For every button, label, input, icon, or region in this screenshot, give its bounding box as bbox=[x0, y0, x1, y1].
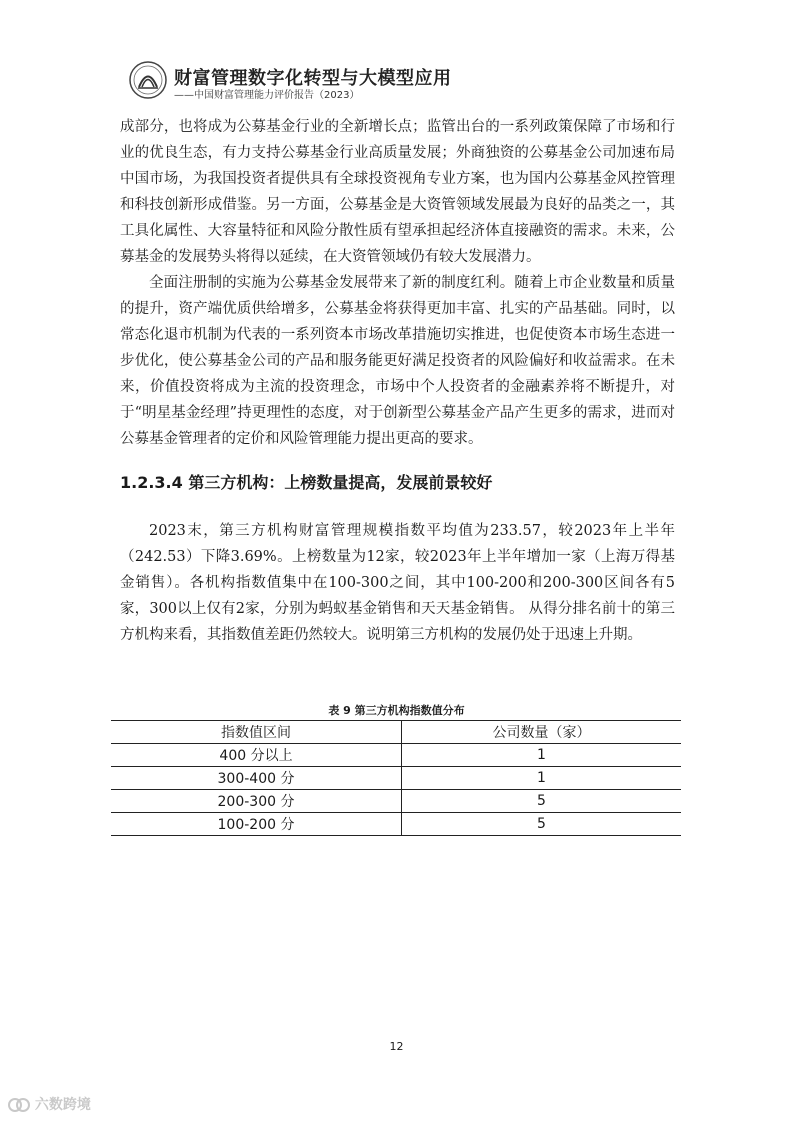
table-row bbox=[111, 767, 681, 790]
watermark-text: 六数跨境 bbox=[34, 1097, 91, 1113]
table-cell-count: 1 bbox=[537, 770, 546, 786]
table-header-cell: 公司数量（家） bbox=[492, 725, 591, 741]
table-header-row bbox=[111, 721, 681, 744]
body-paragraph-3: 2023末，第三方机构财富管理规模指数平均值为233.57，较2023年上半年（242.53）下降3.69%。上榜数量为12家，较2023年上半年增加一家（上海万得基金销售）。各机构指数值集中在100-300之间，其中100-200和200-300区间各有5家，300以上仅有2家，分别为蚂蚁基金销售和天天基金销售。 从得分排名前十的第三方机构来看，其指数值差距仍然较大。说明第三方机构的发展仍处于迅速上升期。 bbox=[120, 523, 675, 643]
table-cell-range: 300-400 分 bbox=[111, 767, 402, 790]
table-row bbox=[111, 744, 681, 767]
header-subtitle: ——中国财富管理能力评价报告（2023） bbox=[174, 90, 360, 101]
header-title: 财富管理数字化转型与大模型应用 bbox=[174, 68, 452, 89]
watermark-logo-icon bbox=[8, 1096, 30, 1114]
table-cell-range: 100-200 分 bbox=[111, 813, 402, 836]
table-cell-count: 5 bbox=[537, 816, 546, 832]
table-cell-count: 1 bbox=[537, 747, 546, 763]
index-distribution-table bbox=[111, 720, 681, 836]
section-heading: 1.2.3.4 第三方机构：上榜数量提高，发展前景较好 bbox=[120, 473, 493, 492]
table-caption: 表 9 第三方机构指数值分布 bbox=[328, 704, 465, 717]
table-cell-range: 400 分以上 bbox=[111, 744, 402, 767]
table-header-cell: 指数值区间 bbox=[111, 721, 402, 744]
table-cell-range: 200-300 分 bbox=[111, 790, 402, 813]
table-row bbox=[111, 813, 681, 836]
body-paragraph-2: 全面注册制的实施为公募基金发展带来了新的制度红利。随着上市企业数量和质量的提升，资产端优质供给增多，公募基金将获得更加丰富、扎实的产品基础。同时，以常态化退市机制为代表的一系列资本市场改革措施切实推进，也促使资本市场生态进一步优化，使公募基金公司的产品和服务能更好满足投资者的风险偏好和收益需求。在未来，价值投资将成为主流的投资理念，市场中个人投资者的金融素养将不断提升，对于“明星基金经理”持更理性的态度，对于创新型公募基金产品产生更多的需求，进而对公募基金管理者的定价和风险管理能力提出更高的要求。 bbox=[120, 275, 675, 447]
table-row bbox=[111, 790, 681, 813]
table-cell-count: 5 bbox=[537, 793, 546, 809]
body-paragraph-1: 成部分，也将成为公募基金行业的全新增长点；监管出台的一系列政策保障了市场和行业的优良生态，有力支持公募基金行业高质量发展；外商独资的公募基金公司加速布局中国市场，为我国投资者提供具有全球投资视角专业方案，也为国内公募基金风控管理和科技创新形成借鉴。另一方面，公募基金是大资管领域发展最为良好的品类之一，其工具化属性、大容量特征和风险分散性质有望承担起经济体直接融资的需求。未来，公募基金的发展势头将得以延续，在大资管领域仍有较大发展潜力。 bbox=[120, 119, 675, 265]
watermark bbox=[8, 1094, 91, 1116]
report-logo-icon bbox=[128, 60, 168, 100]
page-number: 12 bbox=[389, 1040, 404, 1053]
